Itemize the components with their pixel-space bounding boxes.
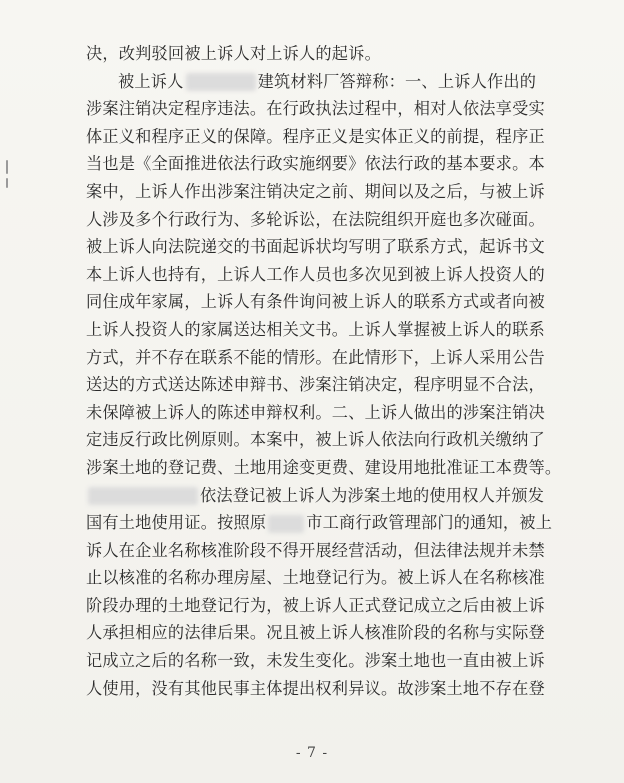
text-line	[86, 288, 576, 316]
text-segment: 定违反行政比例原则。本案中，被上诉人依法向行政机关缴纳了	[86, 430, 545, 450]
text-line	[86, 344, 576, 372]
text-segment: 当也是《全面推进依法行政实施纲要》依法行政的基本要求。本	[86, 154, 545, 174]
text-line	[86, 95, 576, 123]
text-line	[86, 316, 576, 344]
text-segment: 涉案土地的登记费、土地用途变更费、建设用地批准证工本费等。	[86, 457, 562, 477]
text-segment: 同住成年家属，上诉人有条件询问被上诉人的联系方式或者向被	[86, 292, 545, 312]
text-line	[86, 399, 576, 427]
text-segment: 诉人在企业名称核准阶段不得开展经营活动，但法律法规并未禁	[86, 540, 545, 560]
text-line	[86, 482, 576, 510]
page-number: - 7 -	[295, 745, 329, 761]
redacted-name	[88, 487, 198, 505]
binding-mark	[6, 160, 8, 174]
text-segment: 案中，上诉人作出涉案注销决定之前、期间以及之后，与被上诉	[86, 181, 545, 201]
text-line	[86, 675, 576, 703]
binding-mark	[6, 178, 8, 188]
text-segment: 国有土地使用证。按照原	[86, 513, 267, 533]
text-segment: 涉案注销决定程序违法。在行政执法过程中，相对人依法享受实	[86, 99, 545, 119]
text-segment: 人承担相应的法律后果。况且被上诉人核准阶段的名称与实际登	[86, 623, 545, 643]
text-segment: 决，改判驳回被上诉人对上诉人的起诉。	[86, 44, 381, 63]
text-segment: 依法登记被上诉人为涉案土地的使用权人并颁发	[200, 485, 545, 505]
text-line	[86, 178, 576, 206]
text-line	[86, 454, 576, 482]
text-segment: 送达的方式送达陈述申辩书、涉案注销决定，程序明显不合法，	[86, 375, 545, 395]
text-line	[86, 123, 576, 151]
text-line	[86, 40, 576, 68]
redacted-name	[268, 515, 304, 533]
text-segment: 被上诉人	[118, 71, 184, 91]
text-segment: 人使用，没有其他民事主体提出权利异议。故涉案土地不存在登	[86, 678, 545, 698]
text-line	[86, 509, 576, 537]
text-segment: 建筑材料厂答辩称：一、上诉人作出的	[257, 71, 537, 91]
text-segment: 止以核准的名称办理房屋、土地登记行为。被上诉人在名称核准	[86, 568, 545, 588]
text-line	[86, 206, 576, 234]
text-line	[86, 564, 576, 592]
text-segment: 人涉及多个行政行为、多轮诉讼，在法院组织开庭也多次碰面。	[86, 209, 545, 229]
text-segment: 记成立之后的名称一致，未发生变化。涉案土地也一直由被上诉	[86, 651, 545, 671]
text-line	[86, 426, 576, 454]
text-line	[86, 68, 576, 96]
text-line	[86, 647, 576, 675]
text-segment: 未保障被上诉人的陈述申辩权利。二、上诉人做出的涉案注销决	[86, 402, 545, 422]
text-line	[86, 371, 576, 399]
text-segment: 市工商行政管理部门的通知，被上	[306, 513, 553, 533]
text-line	[86, 592, 576, 620]
text-line	[86, 261, 576, 289]
redacted-name	[186, 73, 256, 91]
text-segment: 本上诉人也持有，上诉人工作人员也多次见到被上诉人投资人的	[86, 264, 545, 284]
text-segment: 上诉人投资人的家属送达相关文书。上诉人掌握被上诉人的联系	[86, 319, 545, 339]
document-body	[86, 40, 576, 702]
text-line	[86, 619, 576, 647]
text-segment: 体正义和程序正义的保障。程序正义是实体正义的前提，程序正	[86, 126, 545, 146]
text-segment: 方式，并不存在联系不能的情形。在此情形下，上诉人采用公告	[86, 347, 545, 367]
text-line	[86, 150, 576, 178]
text-line	[86, 233, 576, 261]
text-segment: 被上诉人向法院递交的书面起诉状均写明了联系方式，起诉书文	[86, 237, 545, 257]
text-line	[86, 537, 576, 565]
text-segment: 阶段办理的土地登记行为，被上诉人正式登记成立之后由被上诉	[86, 595, 545, 615]
